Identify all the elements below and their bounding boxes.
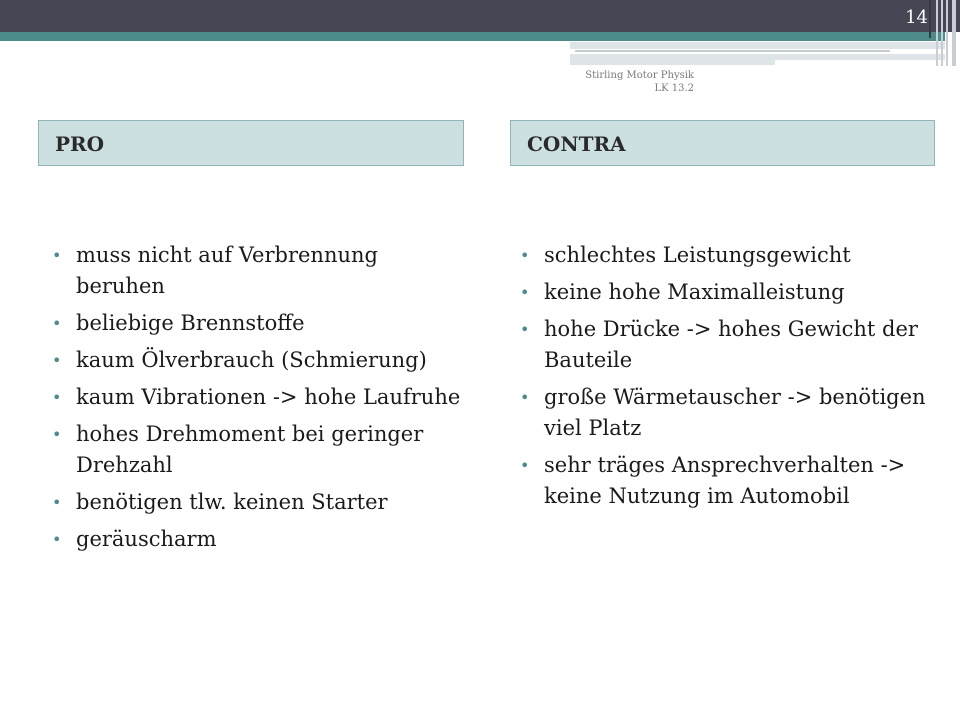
pro-item-text: muss nicht auf Verbrennung beruhen — [76, 243, 378, 298]
pro-item-text: beliebige Brennstoffe — [76, 311, 305, 335]
pro-item-text: kaum Vibrationen -> hohe Laufruhe — [76, 385, 461, 409]
contra-list — [518, 240, 938, 518]
bullet-icon: • — [520, 246, 530, 265]
pro-item — [50, 487, 470, 518]
teal-bar — [0, 32, 945, 41]
contra-item — [518, 240, 938, 271]
pro-item — [50, 308, 470, 339]
pro-item — [50, 240, 470, 302]
pro-item — [50, 419, 470, 481]
pro-header: PRO — [38, 120, 464, 166]
pro-item-text: geräuscharm — [76, 527, 217, 551]
contra-item-text: keine hohe Maximalleistung — [544, 280, 845, 304]
pro-item-text: hohes Drehmoment bei geringer Drehzahl — [76, 422, 424, 477]
decor-bar — [570, 60, 775, 65]
pro-item-text: benötigen tlw. keinen Starter — [76, 490, 388, 514]
pro-list — [50, 240, 470, 561]
decor-vline — [936, 0, 938, 66]
decor-vline — [946, 0, 948, 66]
bullet-icon: • — [52, 388, 62, 407]
slide-subtitle — [574, 69, 694, 95]
contra-item — [518, 382, 938, 444]
pro-item — [50, 524, 470, 555]
bullet-icon: • — [52, 530, 62, 549]
bullet-icon: • — [52, 314, 62, 333]
bullet-icon: • — [52, 425, 62, 444]
contra-item-text: große Wärmetauscher -> benötigen viel Platz — [544, 385, 926, 440]
contra-item — [518, 314, 938, 376]
contra-item-text: hohe Drücke -> hohes Gewicht der Bauteile — [544, 317, 918, 372]
bullet-icon: • — [52, 351, 62, 370]
decor-line — [575, 50, 890, 52]
bullet-icon: • — [520, 320, 530, 339]
bullet-icon: • — [52, 246, 62, 265]
page-number: 14 — [905, 7, 928, 28]
bullet-icon: • — [52, 493, 62, 512]
contra-header: CONTRA — [510, 120, 935, 166]
subtitle-line: Stirling Motor Physik — [585, 70, 694, 81]
subtitle-line: LK 13.2 — [654, 83, 694, 94]
contra-item — [518, 277, 938, 308]
decor-bar — [570, 42, 945, 49]
pro-item — [50, 382, 470, 413]
bullet-icon: • — [520, 388, 530, 407]
pro-item — [50, 345, 470, 376]
decor-vline — [941, 0, 943, 66]
pro-item-text: kaum Ölverbrauch (Schmierung) — [76, 348, 427, 372]
decor-vline — [952, 0, 956, 66]
contra-item-text: sehr träges Ansprechverhalten -> keine Nutzung im Automobil — [544, 453, 906, 508]
contra-item-text: schlechtes Leistungsgewicht — [544, 243, 851, 267]
bullet-icon: • — [520, 283, 530, 302]
decor-gap — [775, 60, 945, 65]
top-bar — [0, 0, 960, 32]
contra-item — [518, 450, 938, 512]
bullet-icon: • — [520, 456, 530, 475]
decor-vline — [929, 0, 931, 38]
